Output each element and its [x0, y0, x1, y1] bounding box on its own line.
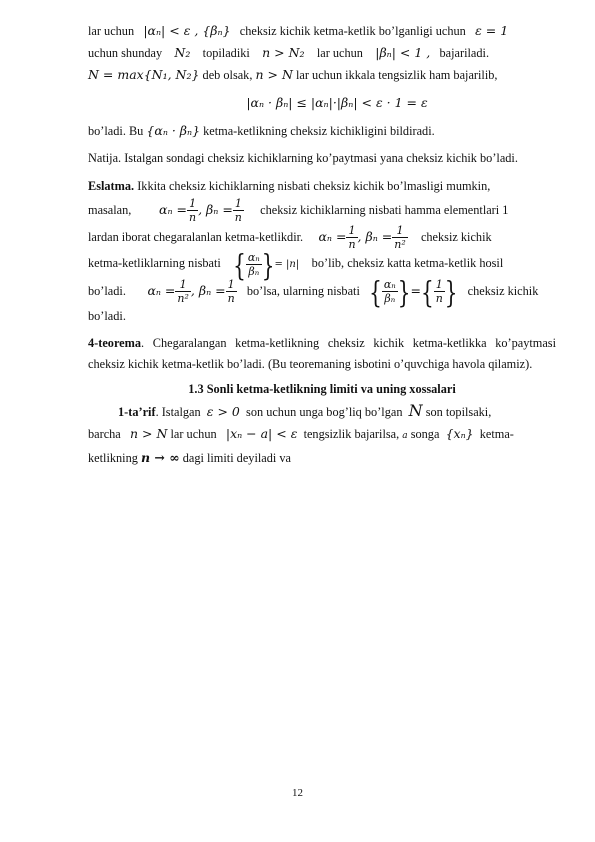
formula: |xₙ − a| < ε: [225, 426, 298, 441]
label: 4-teorema: [88, 336, 142, 350]
label: 1-ta’rif: [118, 405, 156, 419]
paragraph-natija: [88, 148, 556, 169]
section-title: 1.3 Sonli ketma-ketlikning limiti va uning xossalari: [188, 382, 456, 396]
equation: [88, 92, 556, 114]
formula: { $\frac{\text{αₙ}}{\text{βₙ}}$ }={ $\frac{1}{n}$ }: [369, 273, 458, 310]
text: songa: [410, 427, 440, 441]
formula: αₙ = $\frac{1}{n}$ , βₙ = $\frac{1}{\text{n²}}$: [318, 224, 406, 251]
text: bajariladi.: [439, 46, 490, 60]
formula: αₙ = $\frac{1}{\text{n²}}$ , βₙ = $\frac{1}{n}$: [147, 278, 235, 305]
formula: n → ∞: [140, 450, 180, 465]
text: masalan,: [88, 203, 132, 217]
formula: |αₙ| < ε , {βₙ}: [143, 23, 231, 38]
formula: n > N: [130, 426, 168, 441]
paragraph-2: [88, 120, 556, 142]
text: ketma-: [479, 427, 514, 441]
text: ketma-ketlikning cheksiz kichikligini bildiradi.: [203, 124, 435, 138]
text: bo’ladi.: [88, 309, 126, 323]
text: Ikkita cheksiz kichiklarning nisbati cheksiz kichik bo’lmasligi mumkin,: [137, 179, 491, 193]
paragraph-tarif: [88, 400, 556, 469]
page-number: 12: [292, 787, 303, 799]
paragraph-1: [88, 20, 556, 86]
text: . Istalgan: [155, 405, 201, 419]
formula: {xₙ}: [445, 426, 474, 441]
text: bo’ladi.: [88, 284, 126, 298]
text: cheksiz kichik: [467, 284, 539, 298]
formula: |αₙ · βₙ| ≤ |αₙ|·|βₙ| < ε · 1 = ε: [246, 95, 428, 110]
formula: { $\frac{\text{αₙ}}{\text{βₙ}}$ }= |n|: [233, 246, 300, 283]
text: son uchun unga bog’liq bo’lgan: [246, 405, 403, 419]
text: lar uchun: [88, 24, 135, 38]
formula: N = max{N₁, N₂}: [88, 67, 200, 82]
text: ketlikning: [88, 451, 138, 465]
formula: n > N₂: [262, 45, 305, 60]
formula: ε > 0: [206, 404, 240, 419]
text: . Chegaralangan ketma-ketlikning cheksiz kichik ketma-ketlikka ko’paytmasi cheksiz kichik ketma-ketlik bo’ladi. (Bu teoremaning isbotini o’quvchiga havola qilamiz).: [88, 336, 556, 371]
formula: N: [408, 401, 423, 420]
text: son topilsaki,: [425, 405, 492, 419]
text: lardan iborat chegaralanlan ketma-ketlikdir.: [88, 230, 304, 244]
formula: αₙ = $\frac{1}{n}$ , βₙ = $\frac{1}{n}$: [159, 197, 242, 224]
text: Natija. Istalgan sondagi cheksiz kichiklarning ko’paytmasi yana cheksiz kichik bo’ladi.: [88, 151, 518, 165]
formula: ε = 1: [475, 23, 509, 38]
text: lar uchun ikkala tengsizlik ham bajarilib,: [296, 68, 498, 82]
text: deb olsak,: [202, 68, 253, 82]
paragraph-teorema: [88, 333, 556, 375]
text: bo’lib, cheksiz katta ketma-ketlik hosil: [311, 256, 504, 270]
formula: n > N: [255, 67, 293, 82]
text: topiladiki: [202, 46, 250, 60]
text: lar uchun: [316, 46, 363, 60]
text: cheksiz kichiklarning nisbati hamma elementlari 1: [260, 203, 509, 217]
formula: a: [402, 431, 408, 441]
label: Eslatma.: [88, 179, 135, 193]
formula: {αₙ · βₙ}: [146, 123, 201, 138]
text: bo’ladi. Bu: [88, 124, 144, 138]
formula: N₂: [174, 45, 191, 60]
text: uchun shunday: [88, 46, 163, 60]
formula: |βₙ| < 1 ,: [375, 45, 431, 60]
paragraph-eslatma: [88, 175, 556, 327]
document-page: [88, 20, 556, 469]
text: cheksiz kichik: [420, 230, 492, 244]
text: cheksiz kichik ketma-ketlik bo’lganligi uchun: [239, 24, 466, 38]
text: bo’lsa, ularning nisbati: [246, 284, 360, 298]
text: barcha: [88, 427, 121, 441]
text: dagi limiti deyiladi va: [182, 451, 291, 465]
text: tengsizlik bajarilsa,: [303, 427, 400, 441]
text: lar uchun: [170, 427, 217, 441]
text: ketma-ketliklarning nisbati: [88, 256, 221, 270]
